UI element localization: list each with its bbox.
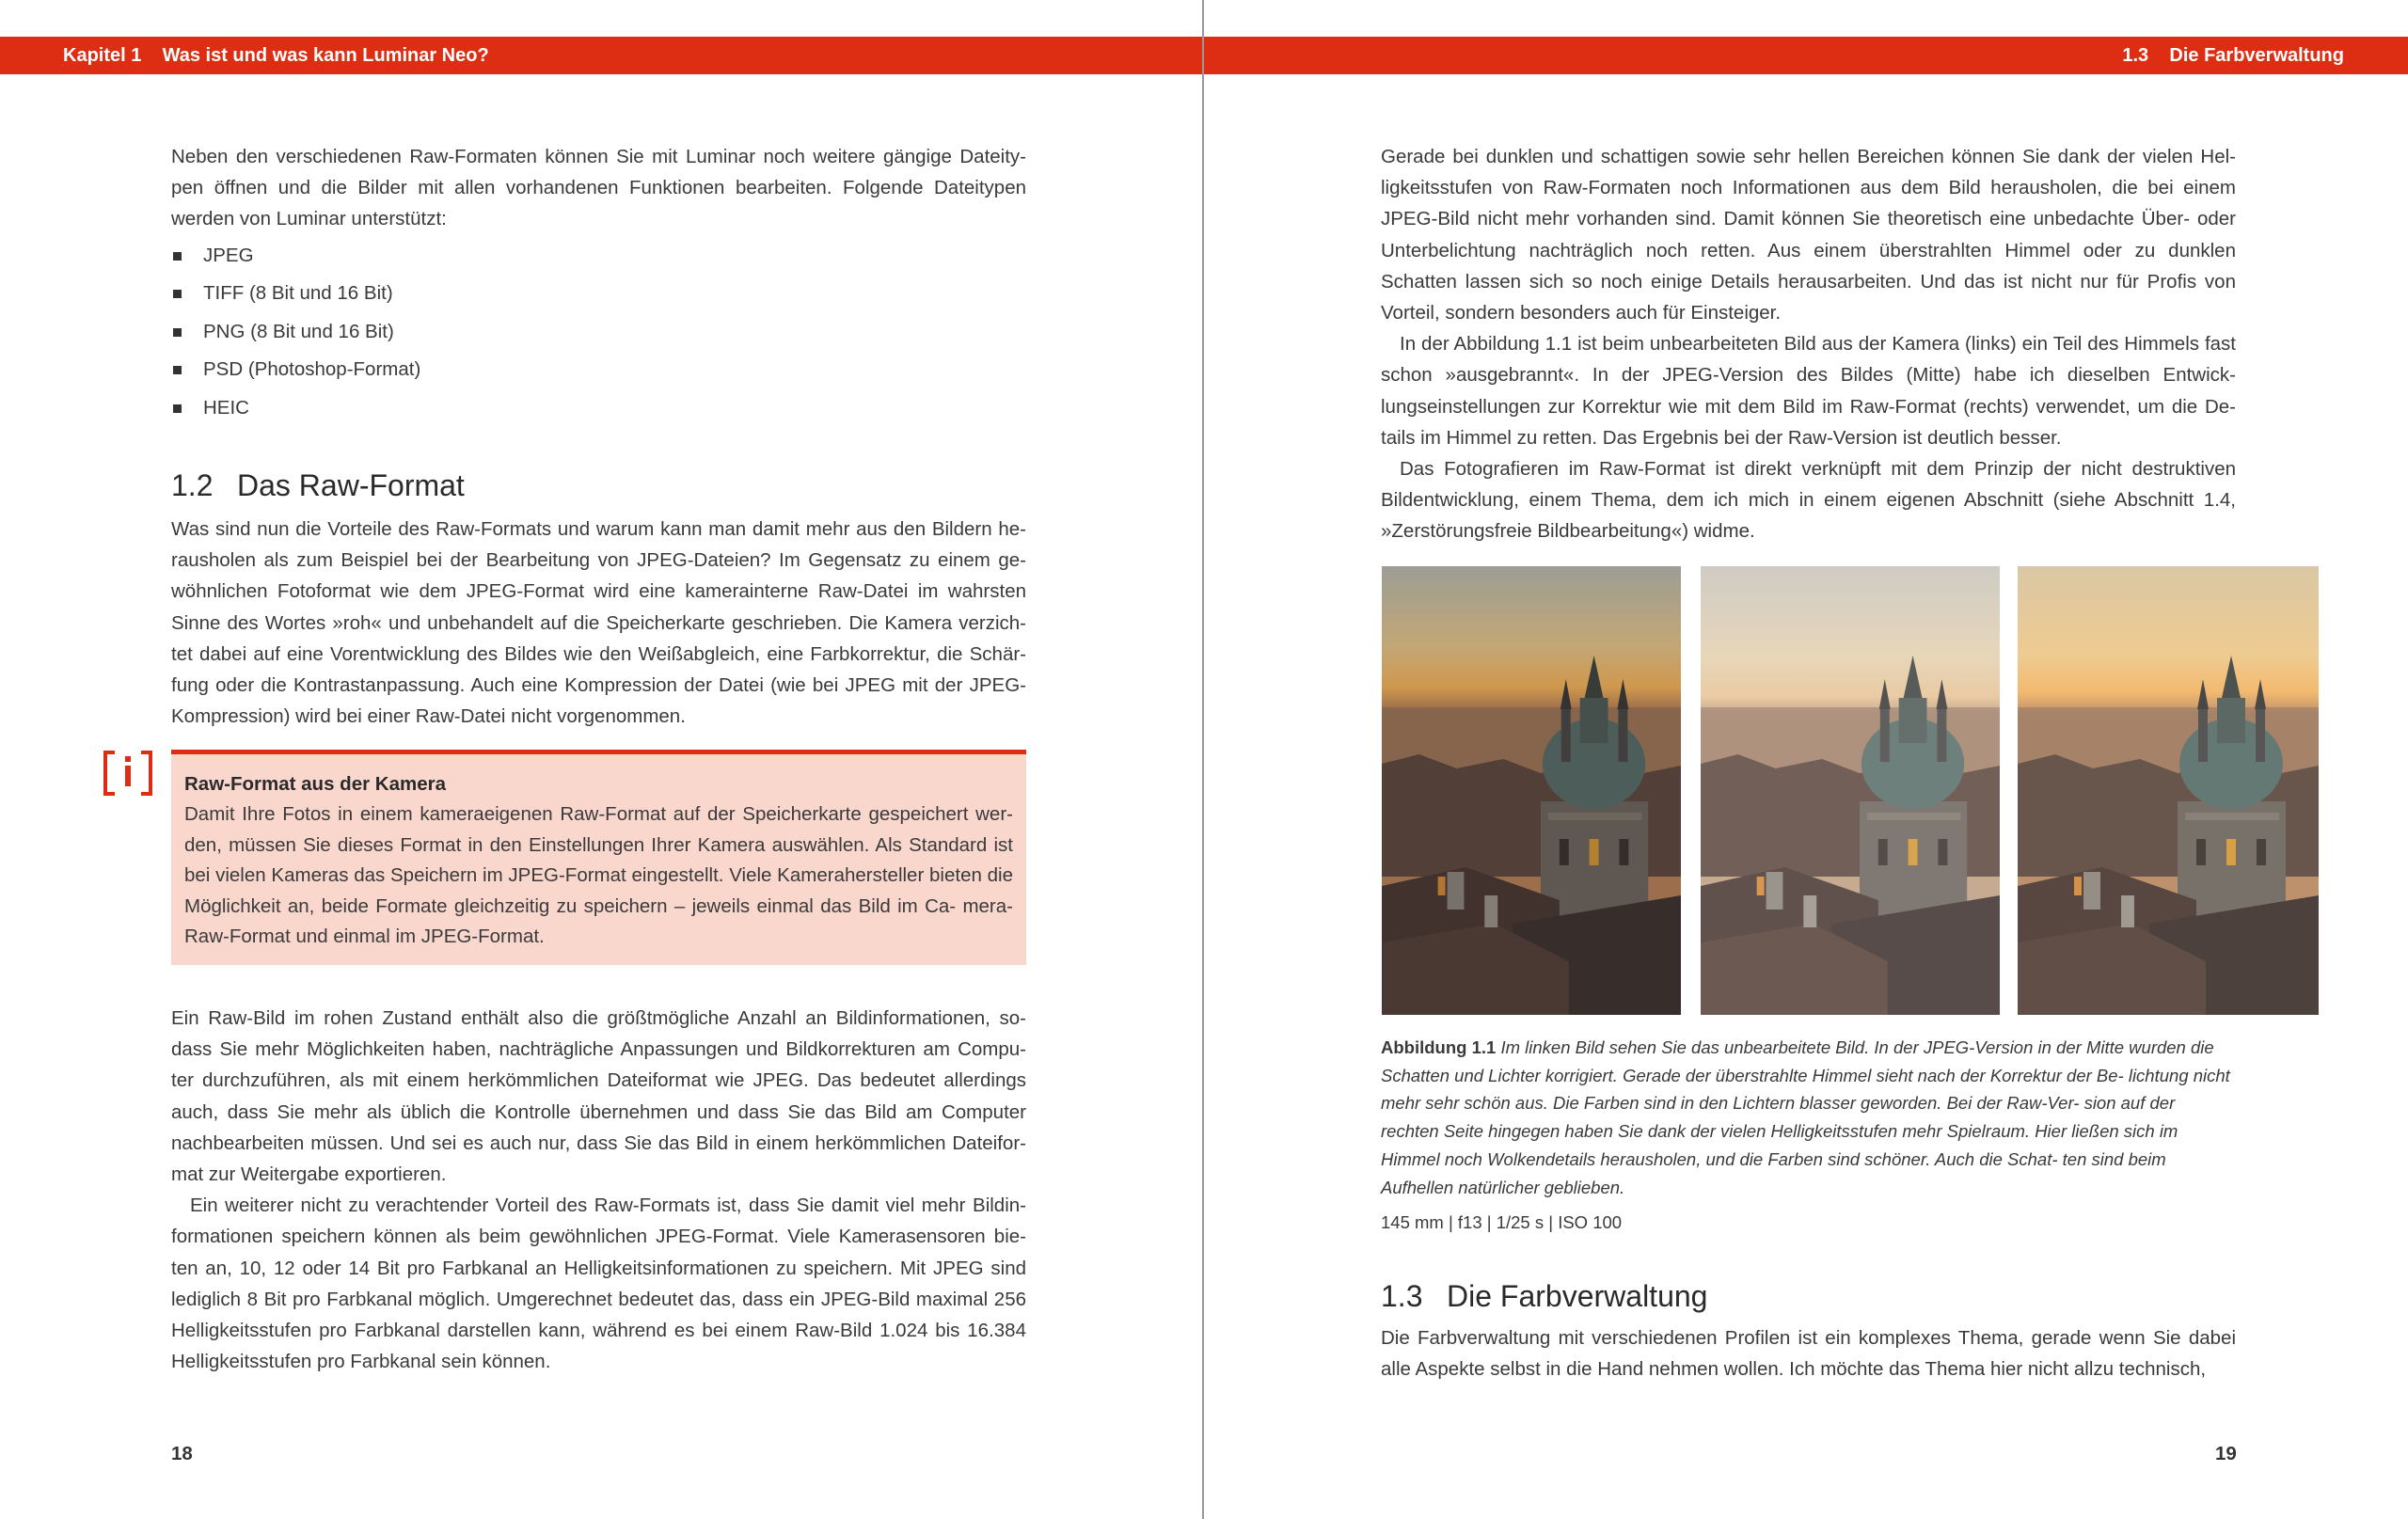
- body-paragraph: In der Abbildung 1.1 ist beim unbearbeiteten Bild aus der Kamera (links) ein Teil des Himmels fast schon »ausgebrannt«. In der JPEG-Version des Bildes (Mitte) habe ich dieselben Entwick- lungseinstellungen zur Korrektur wie mit dem Bild im Raw-Format (rechts) verwendet, um die De- tails im Himmel zu retten. Das Ergebnis bei der Raw-Version ist deutlich besser.: [1381, 333, 2236, 449]
- exif-info: 145 mm | f13 | 1/25 s | ISO 100: [1381, 1212, 1623, 1232]
- list-item: PSD (Photoshop-Format): [171, 351, 1026, 389]
- running-header: [1204, 37, 2408, 74]
- section-paragraph: Was sind nun die Vorteile des Raw-Formats und warum kann man damit mehr aus den Bildern he- rausholen als zum Beispiel bei der Bearbeitung von JPEG-Dateien? Im Gegensatz zu einem ge- wöhnlichen Fotoformat wie dem JPEG-Format wird eine kamerainterne Raw-Datei im wahrsten Sinne des Wortes »roh« und unbehandelt auf die Speicherkarte geschrieben. Die Kamera verzich- tet dabei auf eine Vorentwicklung des Bildes wie den Weißabgleich, eine Farbkorrektur, die Schär- fung oder die Kontrastanpassung. Auch eine Kompression der Datei (wie bei JPEG mit der JPEG- Kompression) wird bei einer Raw-Datei nicht vorgenommen.: [171, 518, 1026, 728]
- header-section: 1.3 Die Farbverwaltung: [2122, 45, 2344, 66]
- list-item: PNG (8 Bit und 16 Bit): [171, 313, 1026, 352]
- running-header: [0, 37, 1202, 74]
- info-bracket-icon: [103, 751, 152, 796]
- body-block: [171, 1003, 1026, 1377]
- body-paragraph: Ein Raw-Bild im rohen Zustand enthält also die größtmögliche Anzahl an Bildinformationen, so- dass Sie mehr Möglichkeiten haben, nachträgliche Anpassungen und Bildkorrekturen am Compu- ter durchzuführen, als mit einem herkömmlichen Dateiformat wie JPEG. Das bedeutet allerdings auch, dass Sie mehr als üblich die Kontrolle übernehmen und dass Sie das Bild am Computer nachbearbeiten müssen. Und sei es auch nur, dass Sie das Bild in einem herkömmlichen Dateifor- mat zur Weitergabe exportieren.: [171, 1007, 1026, 1186]
- intro-paragraph: Neben den verschiedenen Raw-Formaten können Sie mit Luminar noch weitere gängige Dateity- pen öffnen und die Bilder mit allen vorhandenen Funktionen bearbeiten. Folgende Dateitypen werden von Luminar unterstützt:: [171, 146, 1026, 230]
- photo-unedited: [1382, 566, 1681, 1015]
- info-box: [171, 750, 1026, 965]
- figure-caption-text: Im linken Bild sehen Sie das unbearbeitete Bild. In der JPEG-Version in der Mitte wurden die Schatten und Lichter korrigiert. Gerade der überstrahlte Himmel sieht nach der Korrektur der Be- lichtung nicht mehr sehr schön aus. Die Farben sind in den Lichtern blasser geworden. Bei der Raw-Ver- sion auf der rechten Seite hingegen haben Sie dank der vielen Helligkeitsstufen mehr Spielraum. Hier ließen sich im Himmel noch Wolkendetails herausholen, und die Farben sind schöner. Auch die Schat- ten sind beim Aufhellen natürlicher geblieben.: [1381, 1037, 2230, 1197]
- info-box-title: Raw-Format aus der Kamera: [184, 773, 446, 795]
- section-1-2: [171, 467, 1026, 732]
- figure-label: Abbildung 1.1: [1381, 1037, 1497, 1057]
- list-item: TIFF (8 Bit und 16 Bit): [171, 275, 1026, 313]
- right-body-block: [1381, 141, 2236, 547]
- section-heading: 1.2 Das Raw-Format: [171, 468, 465, 502]
- list-item: HEIC: [171, 389, 1026, 428]
- body-paragraph: Das Fotografieren im Raw-Format ist direkt verknüpft mit dem Prinzip der nicht destruktiven Bildentwicklung, einem Thema, dem ich mich in einem eigenen Abschnitt (siehe Abschnitt 1.4, »Zerstörungsfreie Bildbearbeitung«) widme.: [1381, 458, 2236, 543]
- left-page: [0, 0, 1202, 1519]
- section-paragraph: Die Farbverwaltung mit verschiedenen Profilen ist ein komplexes Thema, gerade wenn Sie dabei alle Aspekte selbst in die Hand nehmen wollen. Ich möchte das Thema hier nicht allzu technisch,: [1381, 1327, 2236, 1381]
- photo-raw-version: [2018, 566, 2319, 1015]
- file-type-list: [171, 237, 1026, 428]
- section-heading: 1.3 Die Farbverwaltung: [1381, 1279, 1708, 1313]
- intro-block: [171, 141, 1026, 428]
- page-number: 19: [2215, 1443, 2237, 1464]
- section-1-3: [1381, 1277, 2236, 1385]
- header-chapter: Kapitel 1 Was ist und was kann Luminar Neo?: [63, 45, 489, 66]
- list-item: JPEG: [171, 237, 1026, 276]
- info-box-text: Damit Ihre Fotos in einem kameraeigenen Raw-Format auf der Speicherkarte gespeichert wer- den, müssen Sie dieses Format in den Einstellungen Ihrer Kamera auswählen. Als Standard ist bei vielen Kameras das Speichern im JPEG-Format eingestellt. Viele Kamerahersteller bieten die Möglichkeit an, beide Formate gleichzeitig zu speichern – jeweils einmal das Bild im Ca- mera-Raw-Format und einmal im JPEG-Format.: [184, 803, 1013, 948]
- body-paragraph: Ein weiterer nicht zu verachtender Vorteil des Raw-Formats ist, dass Sie damit viel mehr Bildin- formationen speichern können als beim gewöhnlichen JPEG-Format. Viele Kamerasensoren bie- ten an, 10, 12 oder 14 Bit pro Farbkanal an Helligkeitsinformationen zu speichern. Mit JPEG sind lediglich 8 Bit pro Farbkanal möglich. Umgerechnet bedeutet das, dass ein JPEG-Bild maximal 256 Helligkeitsstufen pro Farbkanal darstellen kann, während es bei einem Raw-Bild 1.024 bis 16.384 Helligkeitsstufen pro Farbkanal sein können.: [171, 1195, 1026, 1373]
- right-page: [1204, 0, 2408, 1519]
- figure-caption: [1381, 1034, 2236, 1201]
- page-number: 18: [171, 1443, 193, 1464]
- photo-jpeg-version: [1701, 566, 2000, 1015]
- body-paragraph: Gerade bei dunklen und schattigen sowie sehr hellen Bereichen können Sie dank der vielen Hel- ligkeitsstufen von Raw-Formaten noch Informationen aus dem Bild herausholen, die bei einem JPEG-Bild nicht mehr vorhanden sind. Damit können Sie theoretisch eine unbedachte Über- oder Unterbelichtung nachträglich noch retten. Aus einem überstrahlten Himmel oder zu dunklen Schatten lassen sich so noch einige Details herausarbeiten. Und das ist nicht nur für Profis von Vorteil, sondern besonders auch für Einsteiger.: [1381, 146, 2236, 324]
